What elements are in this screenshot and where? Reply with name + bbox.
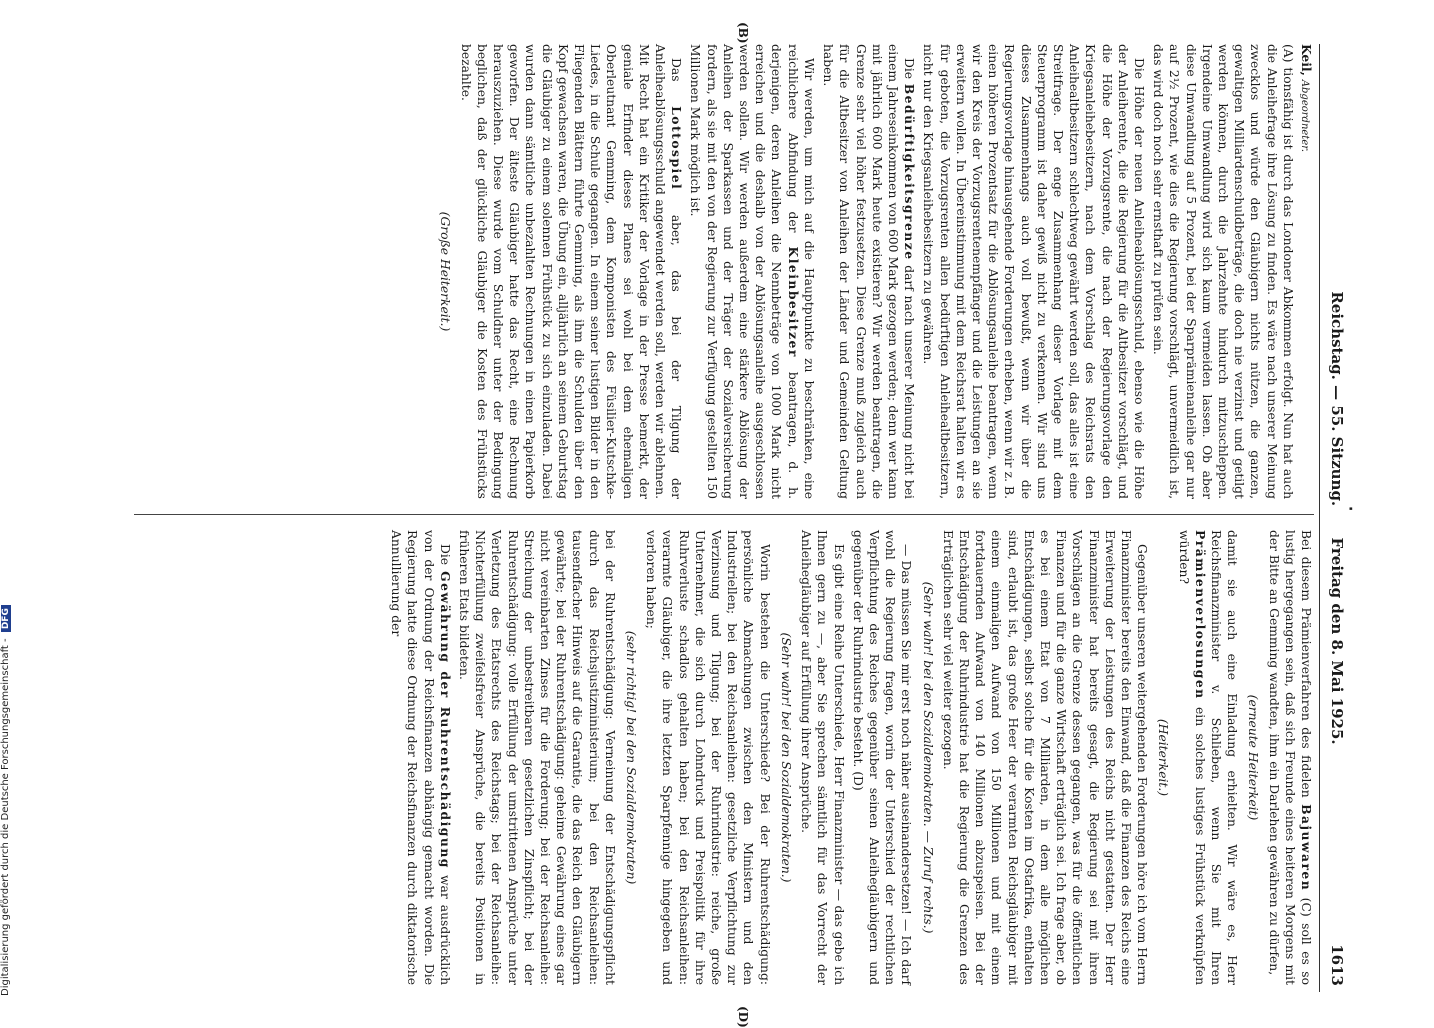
- left-paragraph-3-pre: Die: [902, 58, 917, 84]
- left-paragraph-3: [820, 44, 917, 499]
- left-paragraph-5: [457, 44, 684, 499]
- term-praemienverlosungen: Prämienverlosungen: [1192, 530, 1208, 700]
- page-number: 1613: [1328, 944, 1346, 986]
- right-paragraph-3: Gegenüber unseren weitergehenden Forderungen höre ich vom Herrn Finanzminister bereits den Einwand, daß die Finanzen des Reichs eine Erweiterung der Leistungen des Reichs nicht gestatten. Der Herr Finanzminister hat bereits gesagt, die Regierung sei mit ihren Vorschlägen an die Grenze dessen gegangen, was für die öffentlichen Finanzen und für die ganze Wirtschaft erträglich sei. Ich frage aber, ob es bei einem Etat von 7 Milliarden, in dem alle möglichen Entschädigungen, selbst solche für die Kosten im Ostafrika, enthalten sind, erlaubt ist, das große Heer der verarmten Reichsgläubiger mit einem einmaligen Aufwand von 150 Millionen und mit einem fortdauernden Aufwand von 140 Millionen abzuspeisen. Bei der Entschädigung der Ruhrindustrie hat die Regierung die Grenzen des Erträglichen sehr viel weiter gezogen.: [940, 530, 1150, 985]
- left-paragraph-1: [1150, 44, 1314, 499]
- term-beduerftigkeitsgrenze: Bedürftigkeitsgrenze: [902, 83, 918, 261]
- dfg-logo: DFG: [1, 605, 11, 632]
- right-column: [134, 530, 1314, 985]
- left-paragraph-4-post: beantragen, d. h. derjenigen, deren Anleihen die Nennbeträge von 1000 Mark nicht erreichen und die deshalb von der Ablösungsanleihe ausgeschlossen werden sollen. Wir werden außerdem eine stärkere Ablösung der Anleihen der Sparkassen und der Träger der Sozialversicherung fordern, als sie mit den von der Regierung zur Verfügung gestellten 150 Millionen Mark möglich ist.: [688, 44, 800, 499]
- reaction-heiterkeit: (Heiterkeit.): [1156, 718, 1171, 797]
- header-rule: [1319, 44, 1320, 992]
- left-paragraph-1-text: (A) tionsfähig ist durch das Londoner Abkommen erfolgt. Nun hat auch die Anleihefrage ihre Lösung zu finden. Es wäre nach unserer Meinung zwecklos und würde den Gläubigern nichts nützen, die ganzen, gewaltigen Milliardenschuldbeträge, die doch nie verzinst und getilgt werden können, durch die Jahrzehnte hindurch mitzuschleppen. Irgendeine Umwandlung wird sich kaum vermeiden lassen. Ob aber diese Umwandlung auf 5 Prozent, bei der Sparprämienanleihe gar nur auf 2½ Prozent, wie dies die Regierung vorschlägt, unvermeidlich ist, das wird doch noch sehr ernsthaft zu prüfen sein.: [1151, 44, 1295, 499]
- right-paragraph-1-pre: Bei diesem Prämienverfahren des fidelen: [1299, 530, 1313, 805]
- reaction-sehr-wahr-zuruf: (Sehr wahr! bei den Sozialdemokraten. — Zuruf rechts.): [920, 581, 935, 934]
- column-divider: [134, 514, 1314, 515]
- session-date: Freitag den 8. Mai 1925.: [1328, 537, 1346, 745]
- reaction-erneute-heiterkeit: (erneute Heiterkeit): [1246, 694, 1261, 821]
- right-paragraph-8-pre: Die: [437, 544, 452, 572]
- left-paragraph-4-pre: Wir werden, um mich auf die Hauptpunkte zu beschränken, eine reichlichere Abfindung der: [785, 44, 816, 499]
- left-closing-reaction: (Große Heiterkeit.): [438, 211, 453, 332]
- margin-marker-b: (B): [736, 22, 750, 44]
- top-tick-mark: ·: [1342, 506, 1358, 512]
- reaction-sehr-wahr: (Sehr wahr! bei den Sozialdemokraten.): [778, 632, 793, 883]
- right-paragraph-1: [1265, 530, 1314, 985]
- right-paragraph-2: [1175, 530, 1240, 985]
- digitization-note-text: Digitalisierung gefördert durch die Deutsche Forschungsgemeinschaft -: [0, 638, 11, 996]
- left-paragraph-2: Die Höhe der neuen Anleiheablösungsschuld, ebenso wie die Höhe der Anleiherente, die die Regierung für die Altbesitzer vorschlägt, und die Höhe der Vorzugsrente, die nach der Regierungsvorlage den Kriegsanleihebesitzern, nach dem Vorschlag des Reichsrats den Anleihealtbesitzern schlechtweg gewährt werden soll, das alles ist eine Streitfrage. Der enge Zusammenhang dieser Vorlage mit dem Steuerprogramm ist daher gewiß nicht zu verkennen. Wir sind uns dieses Zusammenhangs auch voll bewußt, wenn wir über die Regierungsvorlage hinausgehende Forderungen erheben, wenn wir z. B. einen höheren Prozentsatz für die Ablösungsanleihe beantragen, wenn wir den Kreis der Vorzugsrentenempfänger und die Leistungen an sie erweitern wollen. In Übereinstimmung mit dem Reichsrat halten wir es für geboten, die Vorzugsrenten allen bedürftigen Anleihealtbesitzern, nicht nur den Kriegsanleihebesitzern zu gewähren.: [921, 44, 1146, 499]
- speaker-name: Keil,: [1299, 44, 1314, 76]
- right-paragraph-8: [388, 530, 453, 985]
- right-paragraph-5: Es gibt eine Reihe Unterschiede, Herr Finanzminister — das gebe ich Ihnen gern zu —, aber Sie sprechen sämtlich für das Vorrecht der Anleihegläubiger auf Erfüllung ihrer Ansprüche.: [799, 530, 846, 985]
- term-lottospiel: Lottospiel: [669, 106, 685, 191]
- header-center: [1328, 44, 1346, 992]
- right-paragraph-4: — Das müssen Sie mir erst noch näher auseinandersetzen! — Ich darf wohl die Regierung fragen, worin der Unterschied der rechtlichen Verpflichtung des Reiches gegenüber seinen Anleihegläubigern und gegenüber der Ruhrindustrie besteht. (D): [850, 530, 914, 985]
- right-paragraph-8-post: war ausdrücklich von der Ordnung der Reichsfinanzen abhängig gemacht worden. Die Regierung hatte diese Ordnung der Reichsfinanzen durch diktatorische Annullierung der: [389, 530, 452, 985]
- left-paragraph-5-pre: Das: [669, 58, 684, 107]
- right-paragraph-7: bei der Ruhrentschädigung: Verneinung der Entschädigungspflicht durch das Reichsjustizministerium; bei den Reichsanleihen: tausendfacher Hinweis auf die Garantie, die das Reich den Gläubigern gewährte; bei der Ruhrentschädigung: geheime Gewährung eines gar nicht vereinbarten Zinses für die Forderung; bei der Reichsanleihe: Streichung der unbestreitbaren gesetzlichen Zinspflicht; bei der Ruhrentschädigung: volle Erfüllung der umstrittenen Ansprüche unter Verletzung des Etatsrechts des Reichstags; bei der Reichsanleihe: Nichterfüllung zweifelsfreier Ansprüche, die bereits Positionen in früheren Etats bildeten.: [457, 530, 617, 985]
- term-ruhrentschaedigung: Gewährung der Ruhrentschädigung: [437, 571, 453, 869]
- right-paragraph-6: Worin bestehen die Unterschiede? Bei der Ruhrentschädigung: persönliche Abmachungen zwischen den Ministern und den Industriellen; bei den Reichsanleihen: gesetzliche Verpflichtung zur Verzinsung und Tilgung; bei der Ruhrindustrie: reiche, große Unternehmer, die sich durch Lohndruck und Preispolitik für ihre Ruhrverluste schadlos gehalten haben; bei den Reichsanleihen: verarmte Gläubiger, die ihre letzten Sparpfennige hingegeben und verloren haben;: [644, 530, 772, 985]
- session-title: Reichstag. — 55. Sitzung.: [1328, 291, 1346, 507]
- right-paragraph-2-pre: damit sie auch eine Einladung erhielten. Wir wäre es, Herr Reichsfinanzminister v. Schlieben, wenn Sie mit Ihren: [1208, 530, 1240, 985]
- rotated-page: [80, 22, 1358, 1028]
- speaker-role: Abgeordneter.: [1299, 79, 1310, 153]
- digitization-note: [0, 0, 14, 996]
- reaction-sehr-richtig: (sehr richtig! bei den Sozialdemokraten): [624, 630, 639, 885]
- term-bajuwaren: Bajuwaren: [1299, 804, 1314, 892]
- left-paragraph-4: [687, 44, 817, 499]
- left-paragraph-5-post: aber, das bei der Tilgung der Anleiheablösungsschuld angewendet werden soll, werden wir ablehnen. Mit Recht hat ein Kritiker der Vorlage in der Presse bemerkt, der geniale Erfinder dieses Planes sei wohl bei dem ehemaligen Oberleutnant Gemming, dem Komponisten des Füsilier-Kutschke-Liedes, in die Schule gegangen. In einem seiner lustigen Bilder in den Fliegenden Blättern führte Gemming, als ihm die Schulden über den Kopf gewachsen waren, die Übung ein, alljährlich an seinem Geburtstag die Gläubiger zu einem solennen Frühstück zu sich einzuladen. Dabei wurden dann sämtliche unbezahlten Rechnungen in einen Papierkorb geworfen. Der älteste Gläubiger hatte das Recht, eine Rechnung herauszuziehen. Diese wurde vom Schuldner unter der Bedingung beglichen, daß der glückliche Gläubiger die Kosten des Frühstücks bezahlte.: [458, 44, 684, 499]
- right-paragraph-1-post: (C) soll es so lustig hergegangen sein, daß sich Freunde eines heiteren Morgens mit der Bitte an Gemming wandten, ihm ein Darlehen gewähren zu dürfen,: [1266, 530, 1313, 985]
- right-paragraph-2-post: ein solches lustiges Frühstück verknüpfen würden?: [1176, 530, 1207, 985]
- left-paragraph-3-post: darf nach unserer Meinung nicht bei einem Jahreseinkommen von 600 Mark gezogen werden; denn wer kann mit jährlich 600 Mark heute existieren? Wir werden beantragen, die Grenze sehr viel höher festzusetzen. Diese Grenze muß zugleich auch für die Altbesitzer von Anleihen der Länder und Gemeinden Geltung haben.: [821, 44, 917, 499]
- term-kleinbesitzer: Kleinbesitzer: [785, 246, 801, 358]
- margin-marker-d: (D): [736, 1006, 750, 1028]
- left-column: [134, 44, 1314, 499]
- page-header: [1322, 44, 1350, 992]
